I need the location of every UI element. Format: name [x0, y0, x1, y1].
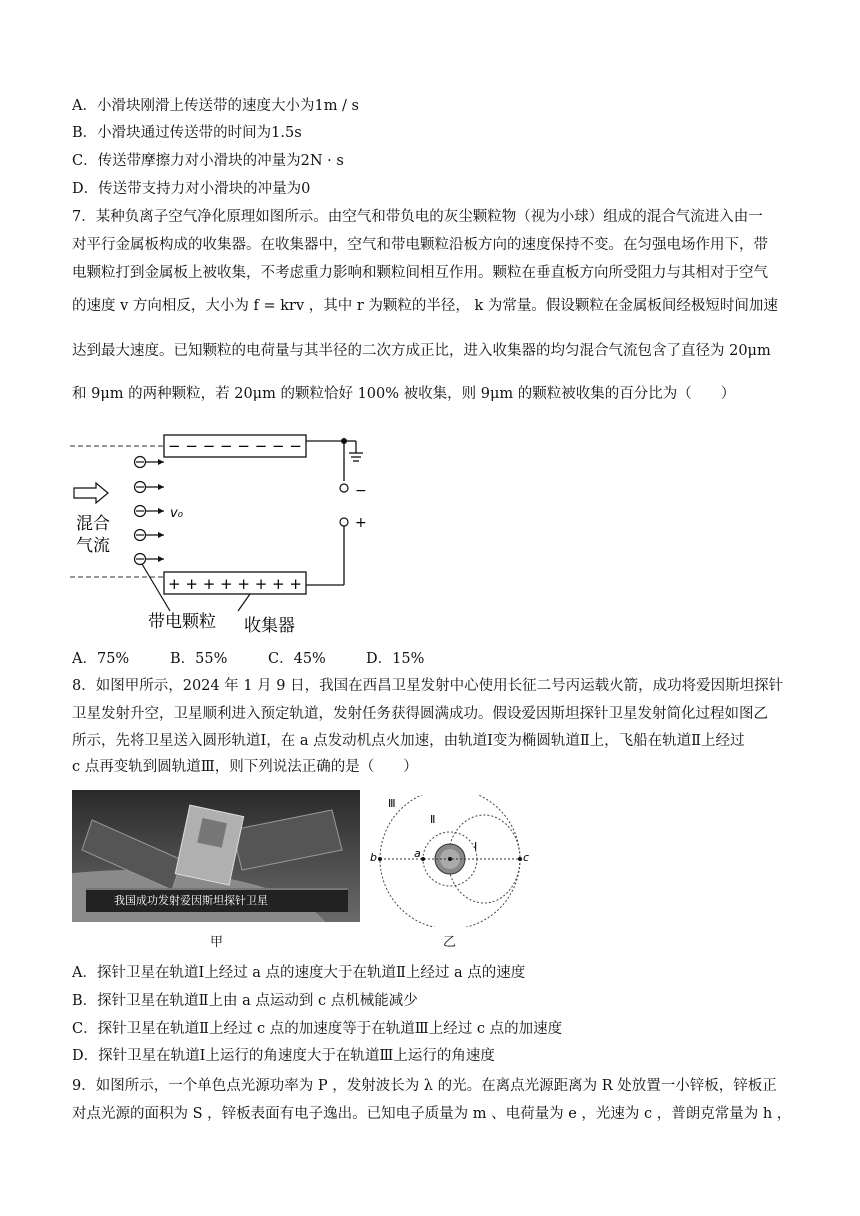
- q8-option-d: D．探针卫星在轨道Ⅰ上运行的角速度大于在轨道Ⅲ上运行的角速度: [72, 1048, 495, 1064]
- q8-option-b: B．探针卫星在轨道Ⅱ上由 a 点运动到 c 点机械能减少: [72, 993, 418, 1009]
- orbit-label-ii: Ⅱ: [430, 813, 436, 826]
- q7-option-d: D．15%: [366, 651, 425, 667]
- satellite-photo: [72, 790, 360, 922]
- q6-option-c: C．传送带摩擦力对小滑块的冲量为2N · s: [72, 153, 344, 169]
- q7-option-a: A．75%: [72, 651, 130, 667]
- q8-text-line: 8．如图甲所示，2024 年 1 月 9 日，我国在西昌卫星发射中心使用长征二号丙运载火箭，成功将爱因斯坦探针: [72, 678, 784, 694]
- q9-text-line: 9．如图所示，一个单色点光源功率为 P ，发射波长为 λ 的光。在离点光源距离为 R 处放置一小锌板，锌板正: [72, 1078, 777, 1094]
- figure-label-yi: 乙: [443, 935, 457, 950]
- q7-option-c: C．45%: [268, 651, 326, 667]
- q9-text-line: 对点光源的面积为 S ，锌板表面有电子逸出。已知电子质量为 m 、电荷量为 e ，光速为 c ，普朗克常量为 h ，: [72, 1106, 792, 1122]
- top-plate-signs: − − − − − − − −: [168, 437, 302, 455]
- q6-option-d: D．传送带支持力对小滑块的冲量为0: [72, 181, 311, 197]
- label-mixed-flow: 混合: [76, 514, 110, 534]
- q7-text-line: 的速度 v 方向相反，大小为 f = krv ，其中 r 为颗粒的半径， k 为常量。假设颗粒在金属板间经极短时间加速: [72, 298, 778, 314]
- q8-text-line: c 点再变轨到圆轨道Ⅲ，则下列说法正确的是（ ）: [72, 759, 418, 775]
- q7-text-line: 对平行金属板构成的收集器。在收集器中，空气和带电颗粒沿板方向的速度保持不变。在匀强电场作用下，带: [72, 237, 768, 253]
- figure-label-jia: 甲: [210, 935, 224, 950]
- q7-text-line: 和 9μm 的两种颗粒，若 20μm 的颗粒恰好 100% 被收集，则 9μm 的颗粒被收集的百分比为（ ）: [72, 386, 736, 402]
- label-mixed-flow: 气流: [76, 536, 110, 556]
- label-v0: v₀: [170, 506, 183, 521]
- label-collector: 收集器: [244, 616, 295, 636]
- terminal-minus: −: [355, 483, 367, 499]
- q8-text-line: 所示，先将卫星送入圆形轨道Ⅰ，在 a 点发动机点火加速，由轨道Ⅰ变为椭圆轨道Ⅱ上，飞船在轨道Ⅱ上经过: [72, 733, 745, 749]
- q7-text-line: 7．某种负离子空气净化原理如图所示。由空气和带负电的灰尘颗粒物（视为小球）组成的混合气流进入由一: [72, 209, 763, 225]
- q7-text-line: 达到最大速度。已知颗粒的电荷量与其半径的二次方成正比，进入收集器的均匀混合气流包含了直径为 20μm: [72, 343, 771, 359]
- q6-option-b: B．小滑块通过传送带的时间为1.5s: [72, 125, 302, 141]
- point-c-label: c: [523, 851, 530, 864]
- q7-text-line: 电颗粒打到金属板上被收集，不考虑重力影响和颗粒间相互作用。颗粒在垂直板方向所受阻力与其相对于空气: [72, 265, 768, 281]
- q7-option-b: B．55%: [170, 651, 228, 667]
- label-charged-particle: 带电颗粒: [148, 612, 216, 632]
- orbit-diagram: [370, 795, 530, 927]
- point-b-label: b: [370, 851, 377, 864]
- q8-option-c: C．探针卫星在轨道Ⅱ上经过 c 点的加速度等于在轨道Ⅲ上经过 c 点的加速度: [72, 1021, 563, 1037]
- collector-diagram: [70, 425, 390, 645]
- terminal-plus: +: [355, 515, 367, 531]
- q6-option-a: A．小滑块刚滑上传送带的速度大小为1m / s: [72, 98, 359, 114]
- bottom-plate-signs: + + + + + + + +: [168, 575, 302, 593]
- point-a-label: a: [414, 847, 421, 860]
- orbit-label-iii: Ⅲ: [388, 797, 396, 810]
- q8-option-a: A．探针卫星在轨道Ⅰ上经过 a 点的速度大于在轨道Ⅱ上经过 a 点的速度: [72, 965, 526, 981]
- q8-text-line: 卫星发射升空，卫星顺利进入预定轨道，发射任务获得圆满成功。假设爱因斯坦探针卫星发射简化过程如图乙: [72, 706, 768, 722]
- photo-caption: 我国成功发射爱因斯坦探针卫星: [86, 888, 348, 912]
- orbit-label-i: Ⅰ: [474, 840, 478, 853]
